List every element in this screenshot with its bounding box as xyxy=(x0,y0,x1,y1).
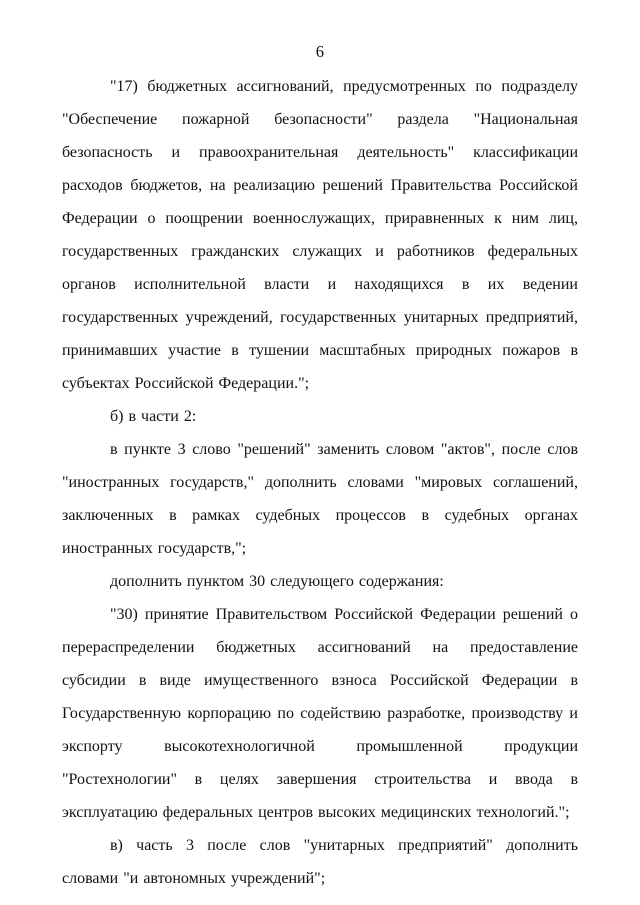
paragraph-subitem-b-part-2: б) в части 2: xyxy=(110,408,197,425)
paragraph-item-17: "17) бюджетных ассигнований, предусмотренных по подразделу "Обеспечение пожарной безопасности" раздела "Национальная безопасность и правоохранительная деятельность" классификации расходов бюджетов, на реализацию решений Правительства Российской Федерации о поощрении военнослужащих, приравненных к ним лиц, государственных гражданских служащих и работников федеральных органов исполнительной власти и находящихся в их ведении государственных учреждений, государственных унитарных предприятий, принимавших участие в тушении масштабных природных пожаров в субъектах Российской Федерации."; xyxy=(62,78,578,392)
page-number: 6 xyxy=(315,42,325,61)
document-body xyxy=(62,70,578,895)
paragraph-subitem-v-part-3: в) часть 3 после слов "унитарных предприятий" дополнить словами "и автономных учреждений"; xyxy=(62,837,578,887)
paragraph-add-point-30: дополнить пунктом 30 следующего содержания: xyxy=(110,573,444,590)
paragraph-item-30: "30) принятие Правительством Российской Федерации решений о перераспределении бюджетных ассигнований на предоставление субсидии в виде имущественного взноса Российской Федерации в Государственную корпорацию по содействию разработке, производству и экспорту высокотехнологичной промышленной продукции "Ростехнологии" в целях завершения строительства и ввода в эксплуатацию федеральных центров высоких медицинских технологий."; xyxy=(62,606,578,821)
paragraph-point-3-amendment: в пункте 3 слово "решений" заменить словом "актов", после слов "иностранных государств," дополнить словами "мировых соглашений, заключенных в рамках судебных процессов в судебных органах иностранных государств,"; xyxy=(62,441,578,557)
